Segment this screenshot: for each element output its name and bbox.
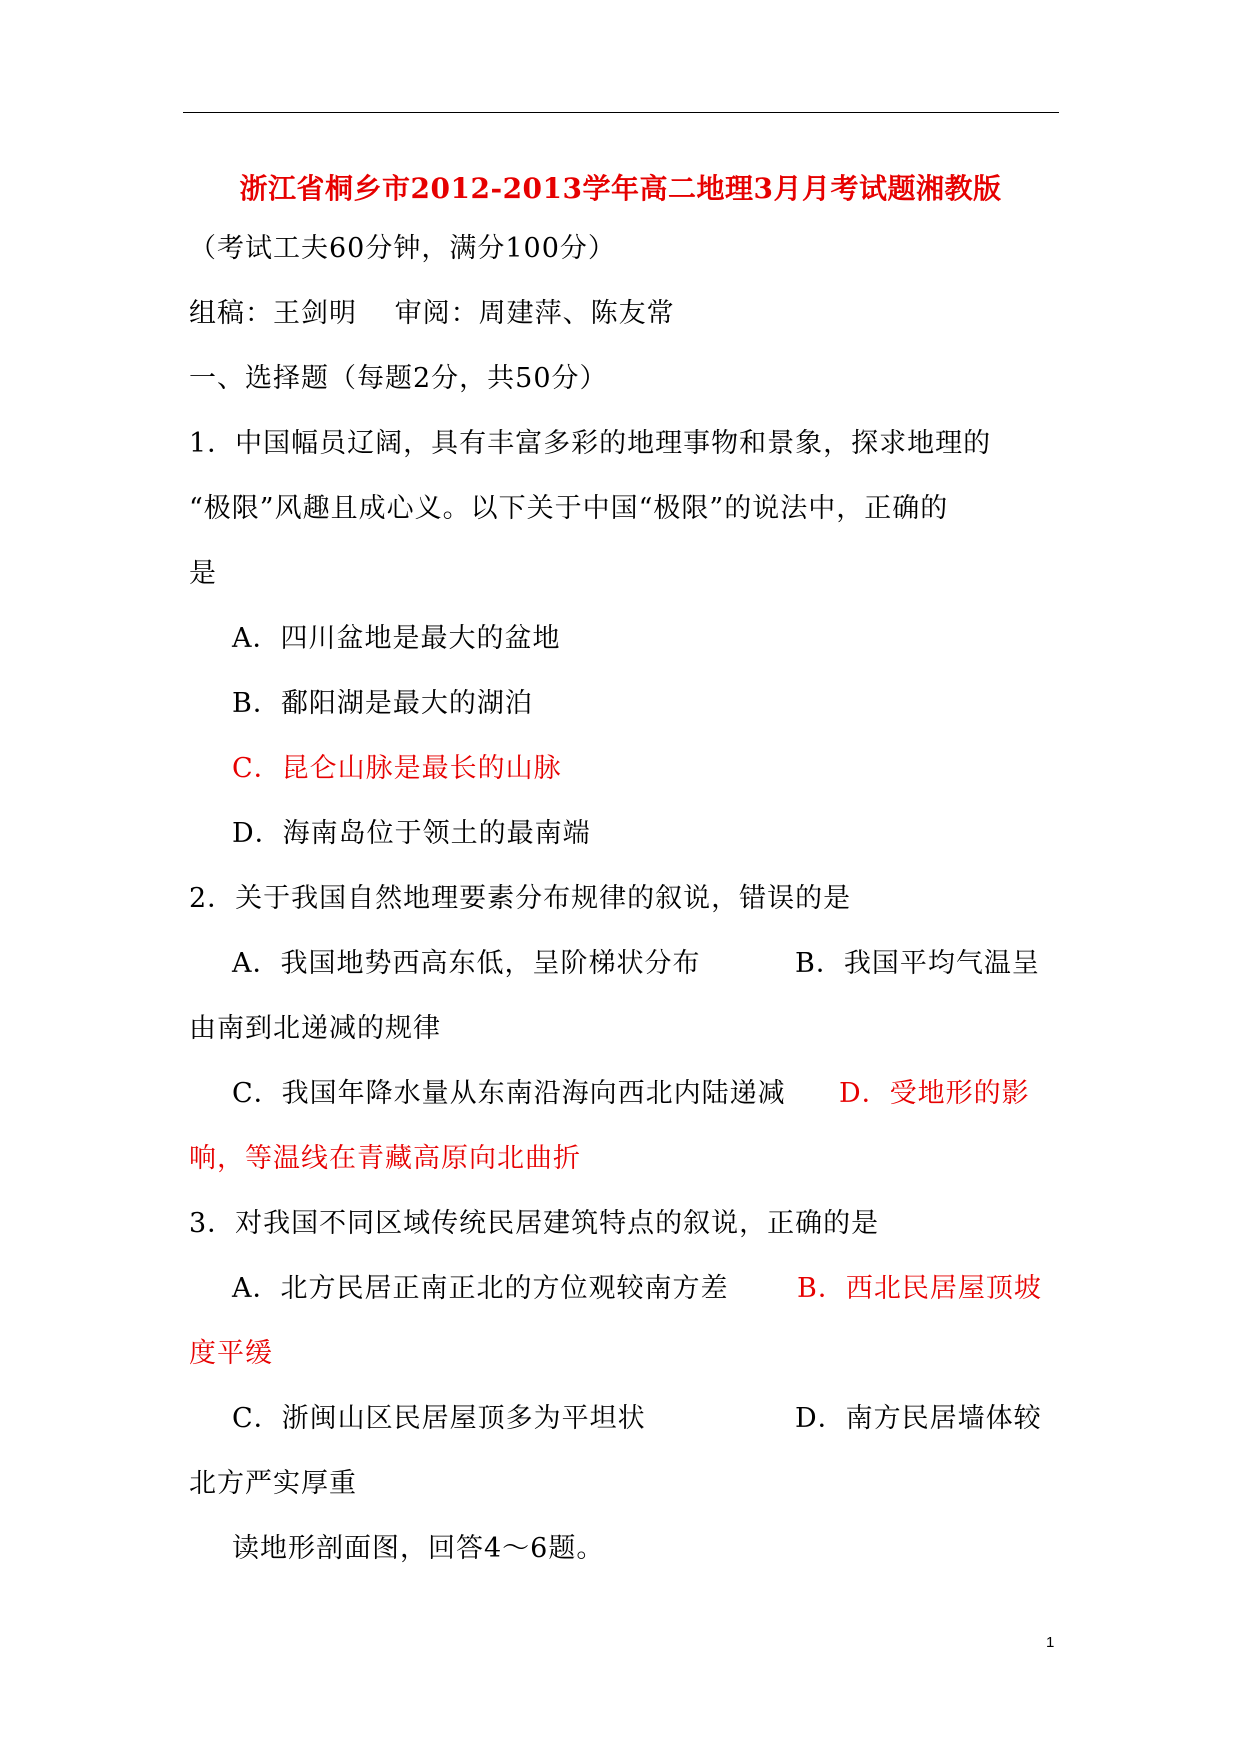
q3-option-b-answer-continued: 度平缓	[189, 1338, 273, 1369]
authors: 组稿：王剑明 审阅：周建萍、陈友常	[189, 298, 675, 329]
q2-stem: 2．关于我国自然地理要素分布规律的叙说，错误的是	[189, 883, 852, 914]
section-heading: 一、选择题（每题2分，共50分）	[189, 363, 608, 394]
q3-stem: 3．对我国不同区域传统民居建筑特点的叙说，正确的是	[189, 1208, 880, 1239]
q1-stem-line2: “极限”风趣且成心义。以下关于中国“极限”的说法中，正确的	[189, 493, 949, 524]
q3-option-c: C．浙闽山区民居屋顶多为平坦状	[232, 1403, 646, 1434]
q1-stem-line1: 1．中国幅员辽阔，具有丰富多彩的地理事物和景象，探求地理的	[189, 428, 992, 459]
exam-info: （考试工夫60分钟，满分100分）	[189, 233, 616, 264]
q1-stem-line3: 是	[189, 558, 217, 589]
q2-option-b: B．我国平均气温呈	[795, 948, 1040, 979]
q1-option-c-answer: C．昆仑山脉是最长的山脉	[232, 753, 562, 784]
page-title: 浙江省桐乡市2012-2013学年高二地理3月月考试题湘教版	[239, 172, 1002, 205]
page-number: 1	[1046, 1634, 1055, 1651]
q2-option-d-answer: D．受地形的影	[839, 1078, 1030, 1109]
q3-option-a: A．北方民居正南正北的方位观较南方差	[232, 1273, 729, 1304]
q2-option-b-continued: 由南到北递减的规律	[189, 1013, 441, 1044]
q2-option-a: A．我国地势西高东低，呈阶梯状分布	[232, 948, 701, 979]
q1-option-a: A．四川盆地是最大的盆地	[232, 623, 561, 654]
q3-option-d: D．南方民居墙体较	[795, 1403, 1042, 1434]
q3-option-d-continued: 北方严实厚重	[189, 1468, 357, 1499]
q1-option-b: B．鄱阳湖是最大的湖泊	[232, 688, 533, 719]
reading-prompt: 读地形剖面图，回答4～6题。	[232, 1533, 605, 1564]
q3-option-b-answer: B．西北民居屋顶坡	[797, 1273, 1042, 1304]
q2-option-d-answer-continued: 响，等温线在青藏高原向北曲折	[189, 1143, 581, 1174]
header-rule	[183, 112, 1059, 113]
q2-option-c: C．我国年降水量从东南沿海向西北内陆递减	[232, 1078, 786, 1109]
q1-option-d: D．海南岛位于领土的最南端	[232, 818, 591, 849]
